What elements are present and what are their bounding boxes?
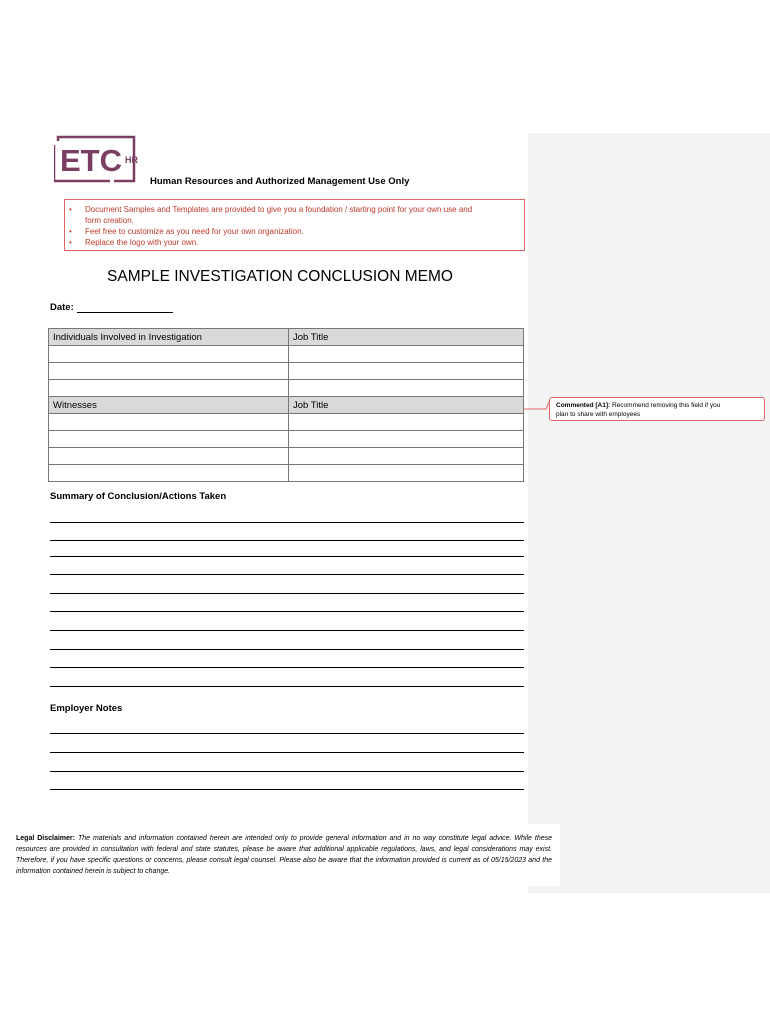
witnesses-header: Witnesses bbox=[49, 397, 289, 414]
individuals-header: Individuals Involved in Investigation bbox=[49, 329, 289, 346]
date-blank[interactable] bbox=[77, 302, 173, 313]
table-cell[interactable] bbox=[49, 431, 289, 448]
comment-tag: Commented [A1]: bbox=[556, 402, 611, 409]
legal-text: The materials and information contained herein are intended only to provide general information and in no way constitute legal advice. While these resources are provided in consultation with federal and state statutes, please be aware that additional applicable regulations, laws, and legal considerations may exist. Therefore, if you have specific questions or concerns, please consult legal counsel. Please also be aware that the information provided is current as of 05/15/2023 and the information contained herein is subject to change. bbox=[16, 835, 553, 875]
etc-hr-logo bbox=[54, 135, 144, 183]
instruction-item: • Replace the logo with your own. bbox=[69, 238, 199, 247]
table-cell[interactable] bbox=[49, 448, 289, 465]
table-cell[interactable] bbox=[289, 414, 524, 431]
summary-line[interactable] bbox=[50, 611, 524, 612]
summary-label: Summary of Conclusion/Actions Taken bbox=[50, 491, 227, 502]
instruction-item: • Feel free to customize as you need for your own organization. bbox=[69, 227, 304, 236]
instructions-box bbox=[64, 199, 525, 251]
summary-line[interactable] bbox=[50, 593, 524, 594]
legal-label: Legal Disclaimer: bbox=[16, 835, 75, 842]
table-cell[interactable] bbox=[289, 346, 524, 363]
comment-text: Recommend removing this field if you bbox=[611, 402, 721, 409]
header-note: Human Resources and Authorized Management Use Only bbox=[150, 176, 410, 187]
notes-line[interactable] bbox=[50, 752, 524, 753]
table-cell[interactable] bbox=[289, 448, 524, 465]
summary-line[interactable] bbox=[50, 574, 524, 575]
table-cell[interactable] bbox=[49, 465, 289, 482]
table-cell[interactable] bbox=[49, 346, 289, 363]
instruction-item-continued: form creation. bbox=[85, 216, 134, 225]
table-cell[interactable] bbox=[289, 431, 524, 448]
summary-line[interactable] bbox=[50, 540, 524, 541]
comment-connector bbox=[524, 397, 550, 410]
employer-notes-label: Employer Notes bbox=[50, 703, 123, 714]
comment-bubble[interactable] bbox=[549, 397, 765, 421]
logo-suffix: HR bbox=[125, 155, 138, 165]
summary-line[interactable] bbox=[50, 630, 524, 631]
table-cell[interactable] bbox=[49, 363, 289, 380]
table-cell[interactable] bbox=[49, 380, 289, 397]
document-title: SAMPLE INVESTIGATION CONCLUSION MEMO bbox=[107, 268, 453, 285]
individuals-table bbox=[48, 328, 524, 397]
job-title-header: Job Title bbox=[289, 329, 524, 346]
summary-line[interactable] bbox=[50, 649, 524, 650]
summary-line[interactable] bbox=[50, 667, 524, 668]
summary-line[interactable] bbox=[50, 522, 524, 523]
table-cell[interactable] bbox=[289, 465, 524, 482]
table-cell[interactable] bbox=[49, 414, 289, 431]
summary-line[interactable] bbox=[50, 556, 524, 557]
witnesses-table bbox=[48, 396, 524, 482]
table-cell[interactable] bbox=[289, 363, 524, 380]
comment-pane bbox=[528, 133, 770, 893]
date-field[interactable] bbox=[50, 302, 173, 313]
legal-disclaimer bbox=[16, 833, 552, 877]
instruction-item: • Document Samples and Templates are provided to give you a foundation / starting point for your own use and bbox=[69, 205, 473, 214]
date-label: Date: bbox=[50, 302, 74, 313]
job-title-header: Job Title bbox=[289, 397, 524, 414]
notes-line[interactable] bbox=[50, 733, 524, 734]
logo-text: ETC bbox=[60, 143, 122, 178]
notes-line[interactable] bbox=[50, 789, 524, 790]
summary-line[interactable] bbox=[50, 686, 524, 687]
comment-text: plan to share with employees bbox=[556, 411, 641, 418]
table-cell[interactable] bbox=[289, 380, 524, 397]
notes-line[interactable] bbox=[50, 771, 524, 772]
